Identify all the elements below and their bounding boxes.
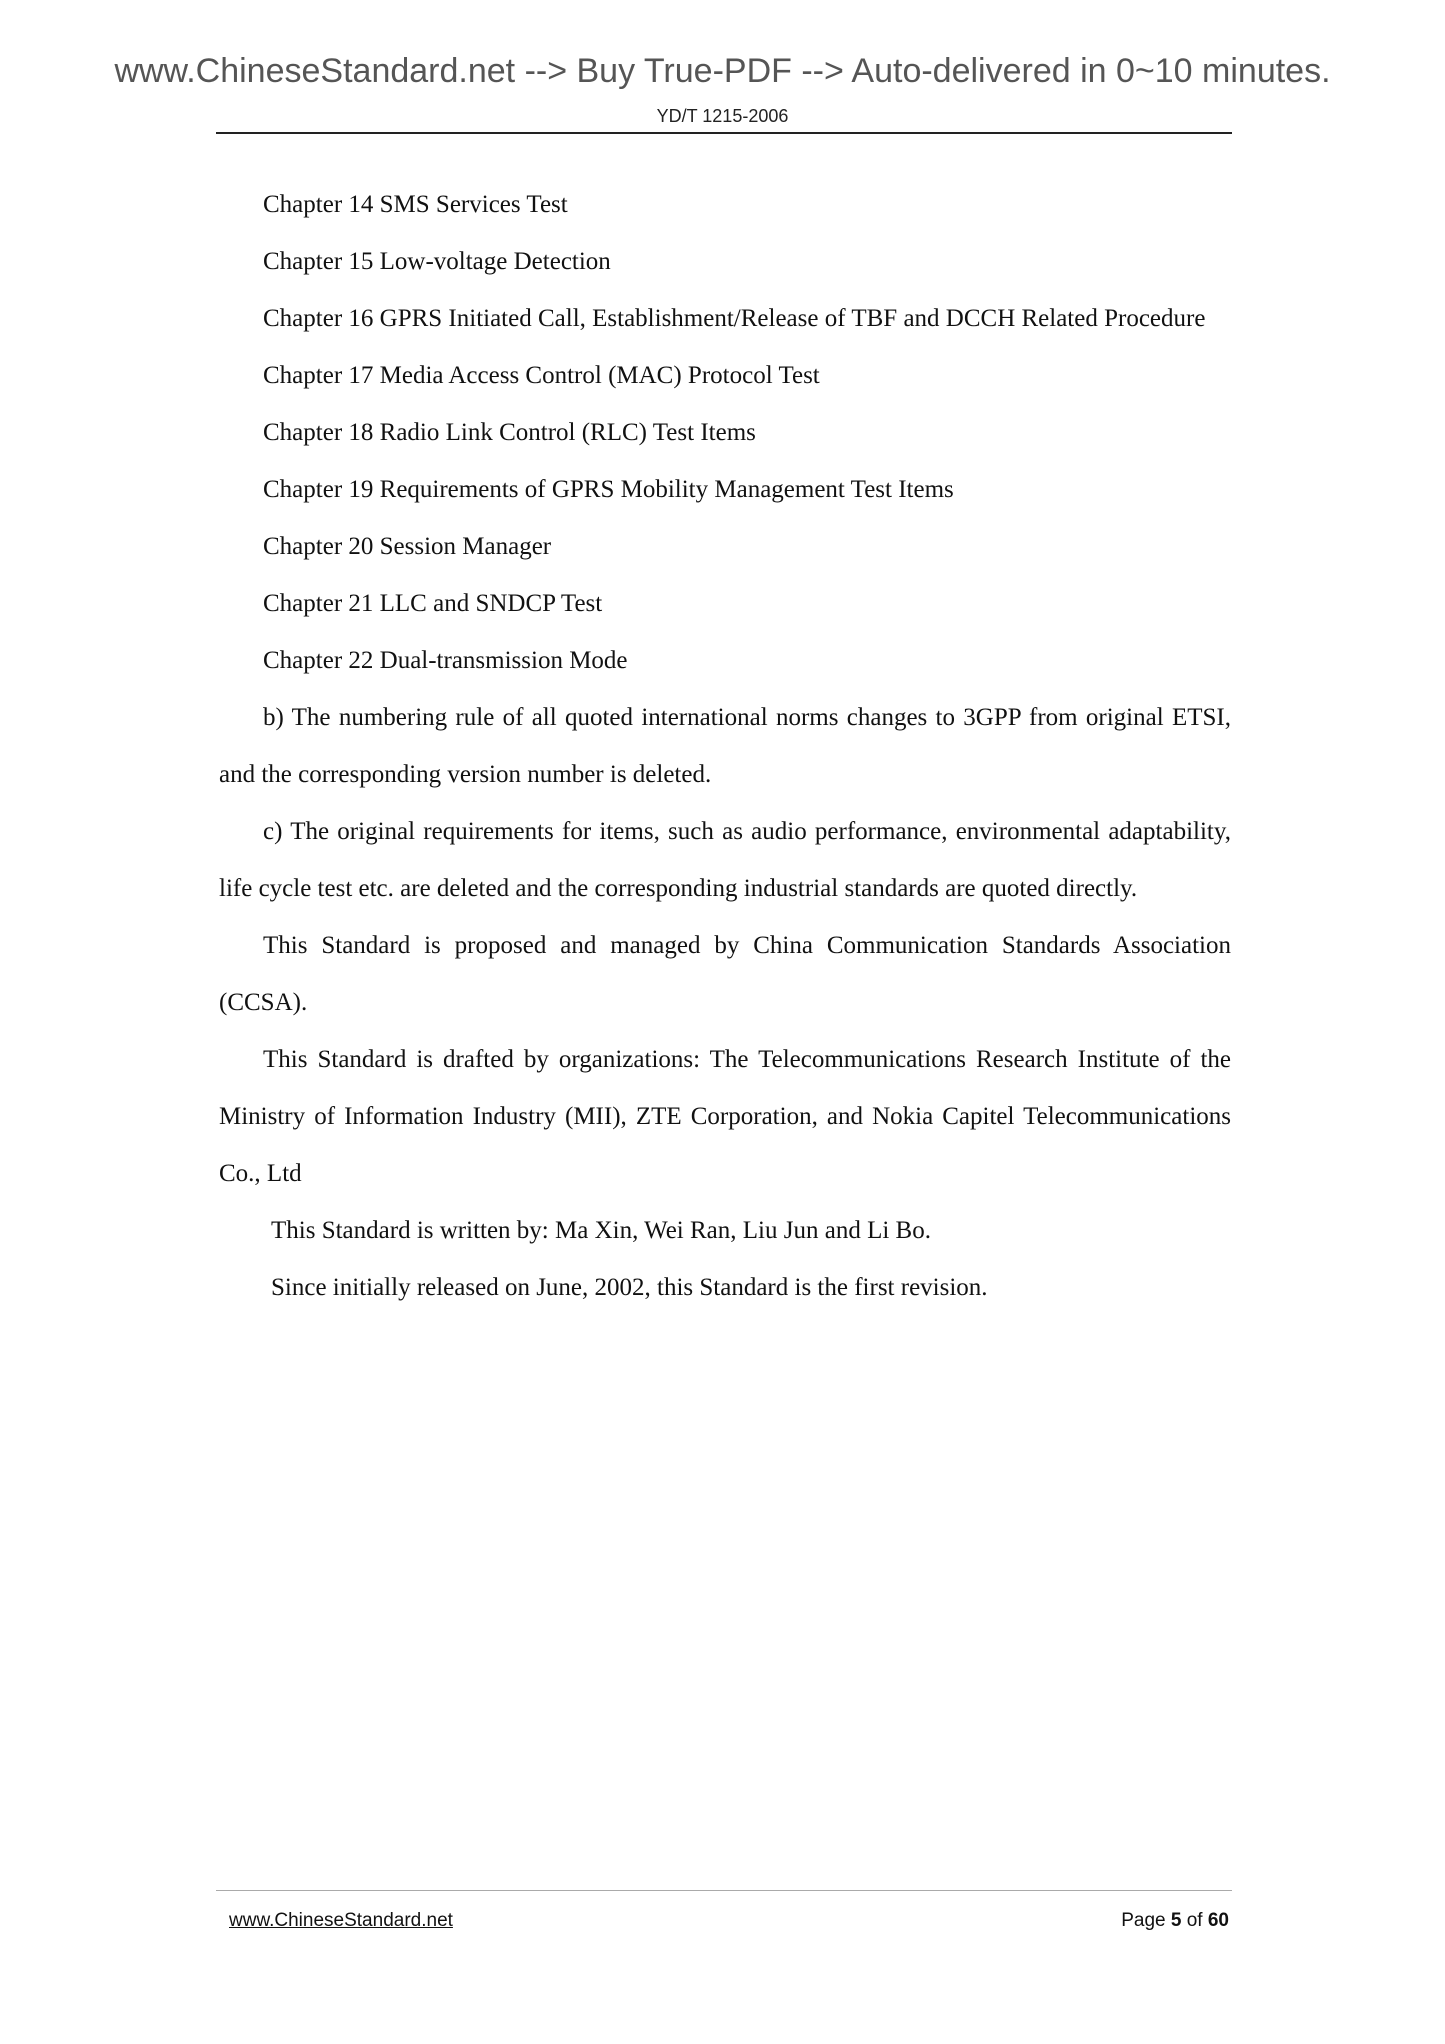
footer-website-link[interactable]: www.ChineseStandard.net xyxy=(229,1910,453,1931)
chapter-line: Chapter 19 Requirements of GPRS Mobility Management Test Items xyxy=(263,476,954,503)
body-paragraph: c) The original requirements for items, such as audio performance, environmental adaptability, life cycle test etc. are deleted and the corresponding industrial standards are quoted directly. xyxy=(219,818,1231,902)
chapter-line: Chapter 20 Session Manager xyxy=(263,533,552,560)
body-paragraph: This Standard is written by: Ma Xin, Wei Ran, Liu Jun and Li Bo. xyxy=(271,1217,931,1244)
footer-divider xyxy=(216,1890,1232,1891)
chapter-line: Chapter 18 Radio Link Control (RLC) Test Items xyxy=(263,419,756,446)
chapter-line: Chapter 16 GPRS Initiated Call, Establishment/Release of TBF and DCCH Related Procedure xyxy=(263,305,1206,332)
page-of: of xyxy=(1181,1910,1208,1931)
document-code: YD/T 1215-2006 xyxy=(656,106,789,126)
chapter-line: Chapter 14 SMS Services Test xyxy=(263,191,568,218)
chapter-line: Chapter 22 Dual-transmission Mode xyxy=(263,647,628,674)
chapter-line: Chapter 17 Media Access Control (MAC) Protocol Test xyxy=(263,362,820,389)
page-total: 60 xyxy=(1207,1910,1229,1931)
body-paragraph: This Standard is proposed and managed by China Communication Standards Association (CCSA). xyxy=(219,932,1231,1016)
body-paragraph: b) The numbering rule of all quoted international norms changes to 3GPP from original ETSI, and the corresponding version number is deleted. xyxy=(219,704,1231,788)
page-prefix: Page xyxy=(1121,1910,1171,1931)
body-paragraph: This Standard is drafted by organizations: The Telecommunications Research Institute of the Ministry of Information Industry (MII), ZTE Corporation, and Nokia Capitel Telecommunications Co., Ltd xyxy=(219,1046,1231,1187)
body-paragraph: Since initially released on June, 2002, this Standard is the first revision. xyxy=(271,1274,988,1301)
chapter-line: Chapter 21 LLC and SNDCP Test xyxy=(263,590,603,617)
page-current: 5 xyxy=(1170,1910,1182,1931)
header-banner: www.ChineseStandard.net --> Buy True-PDF --> Auto-delivered in 0~10 minutes. xyxy=(114,52,1331,90)
header-divider xyxy=(216,132,1232,134)
page-number xyxy=(1121,1910,1229,1932)
chapter-line: Chapter 15 Low-voltage Detection xyxy=(263,248,611,275)
document-body xyxy=(219,176,1231,1316)
